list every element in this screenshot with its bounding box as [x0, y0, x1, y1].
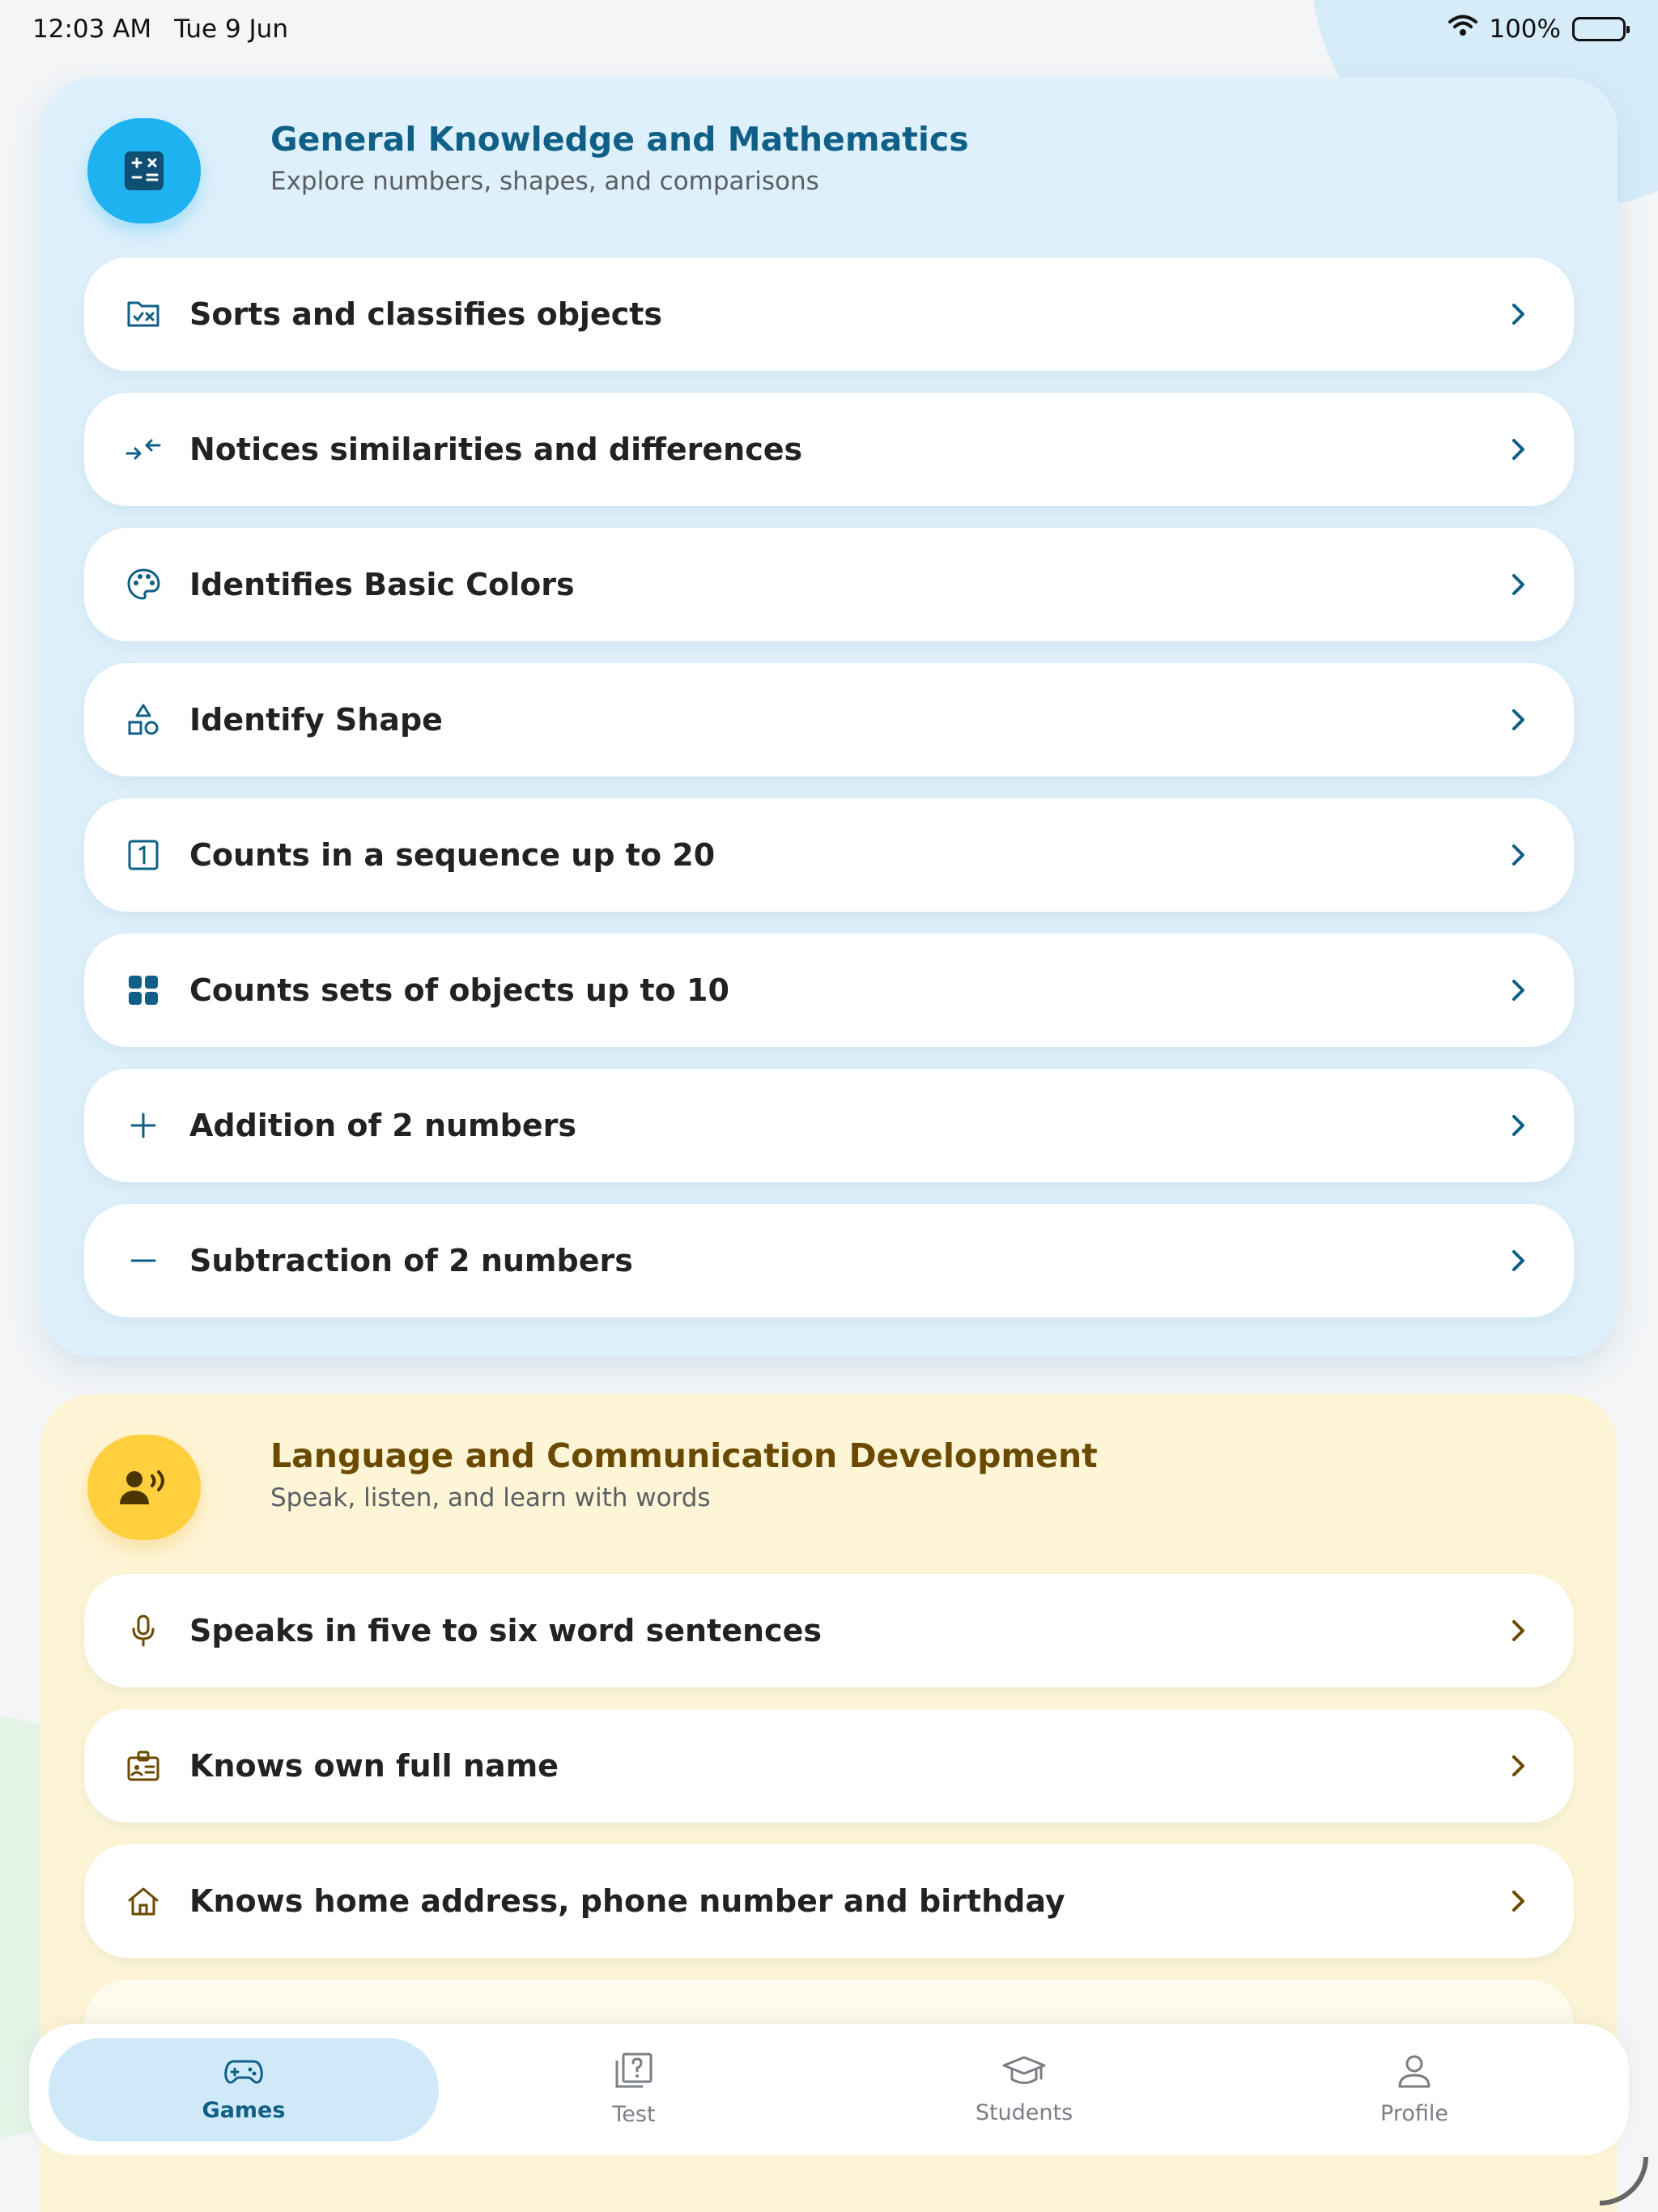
item-label: Identify Shape — [189, 702, 443, 738]
system-corner-indicator — [1600, 2157, 1648, 2206]
nav-label: Games — [202, 2098, 286, 2123]
status-bar — [0, 0, 1658, 58]
chevron-right-icon — [1504, 1751, 1533, 1780]
speaking-person-icon — [87, 1435, 201, 1540]
list-item-speaks-sentences[interactable] — [84, 1574, 1574, 1687]
list-item-similarities-differences[interactable] — [84, 393, 1574, 506]
section-subtitle: Explore numbers, shapes, and comparisons — [270, 167, 819, 196]
nav-tab-profile[interactable] — [1219, 2038, 1609, 2142]
gamepad-icon — [224, 2057, 263, 2091]
section-general-knowledge-math — [40, 78, 1618, 1357]
chevron-right-icon — [1504, 1887, 1533, 1916]
battery-icon — [1572, 17, 1626, 41]
wifi-icon — [1448, 15, 1477, 44]
microphone-icon — [123, 1610, 164, 1651]
section-header — [84, 1394, 1574, 1574]
list-item-addition[interactable] — [84, 1069, 1574, 1182]
home-icon — [123, 1881, 164, 1921]
list-item-sorts-classifies[interactable] — [84, 257, 1574, 371]
nav-tab-test[interactable] — [439, 2038, 829, 2142]
item-label: Speaks in five to six word sentences — [189, 1613, 822, 1648]
chevron-right-icon — [1504, 976, 1533, 1005]
item-label: Counts sets of objects up to 10 — [189, 972, 729, 1008]
bottom-navigation — [29, 2024, 1629, 2155]
nav-label: Profile — [1380, 2101, 1448, 2126]
sort-folder-icon — [123, 294, 164, 334]
item-label: Counts in a sequence up to 20 — [189, 837, 716, 873]
battery-percent: 100% — [1489, 15, 1561, 44]
id-badge-icon — [123, 1746, 164, 1786]
grid-icon — [123, 970, 164, 1010]
item-label: Addition of 2 numbers — [189, 1108, 576, 1143]
graduation-cap-icon — [1002, 2054, 1046, 2094]
nav-label: Students — [975, 2100, 1073, 2125]
nav-label: Test — [612, 2102, 656, 2127]
list-item-knows-full-name[interactable] — [84, 1709, 1574, 1823]
calculator-icon — [87, 118, 201, 223]
chevron-right-icon — [1504, 840, 1533, 870]
section-title: General Knowledge and Mathematics — [270, 120, 969, 159]
item-label: Sorts and classifies objects — [189, 296, 663, 332]
item-label: Identifies Basic Colors — [189, 567, 575, 602]
item-label: Knows home address, phone number and birthday — [189, 1883, 1065, 1919]
chevron-right-icon — [1504, 705, 1533, 734]
person-icon — [1397, 2053, 1432, 2095]
palette-icon — [123, 564, 164, 605]
quiz-icon — [614, 2052, 654, 2095]
chevron-right-icon — [1504, 1616, 1533, 1645]
chevron-right-icon — [1504, 300, 1533, 329]
chevron-right-icon — [1504, 1246, 1533, 1275]
list-item-subtraction[interactable] — [84, 1204, 1574, 1317]
section-header — [84, 78, 1574, 257]
shapes-icon — [123, 700, 164, 740]
list-item-knows-home-address[interactable] — [84, 1844, 1574, 1958]
list-item-identify-shape[interactable] — [84, 663, 1574, 776]
list-item-counts-sets[interactable] — [84, 934, 1574, 1047]
chevron-right-icon — [1504, 570, 1533, 599]
list-item-basic-colors[interactable] — [84, 528, 1574, 641]
minus-icon — [123, 1240, 164, 1281]
compare-arrows-icon — [123, 429, 164, 470]
status-time: 12:03 AM — [32, 15, 152, 44]
chevron-right-icon — [1504, 1111, 1533, 1140]
item-label: Subtraction of 2 numbers — [189, 1243, 633, 1278]
item-label: Notices similarities and differences — [189, 432, 803, 467]
chevron-right-icon — [1504, 435, 1533, 464]
section-subtitle: Speak, listen, and learn with words — [270, 1483, 711, 1512]
list-item-counts-sequence[interactable] — [84, 798, 1574, 912]
plus-icon — [123, 1105, 164, 1146]
section-title: Language and Communication Development — [270, 1436, 1098, 1475]
nav-tab-games[interactable] — [49, 2038, 439, 2142]
item-label: Knows own full name — [189, 1748, 559, 1784]
status-date: Tue 9 Jun — [174, 15, 288, 44]
nav-tab-students[interactable] — [829, 2038, 1219, 2142]
number-box-icon — [123, 835, 164, 875]
